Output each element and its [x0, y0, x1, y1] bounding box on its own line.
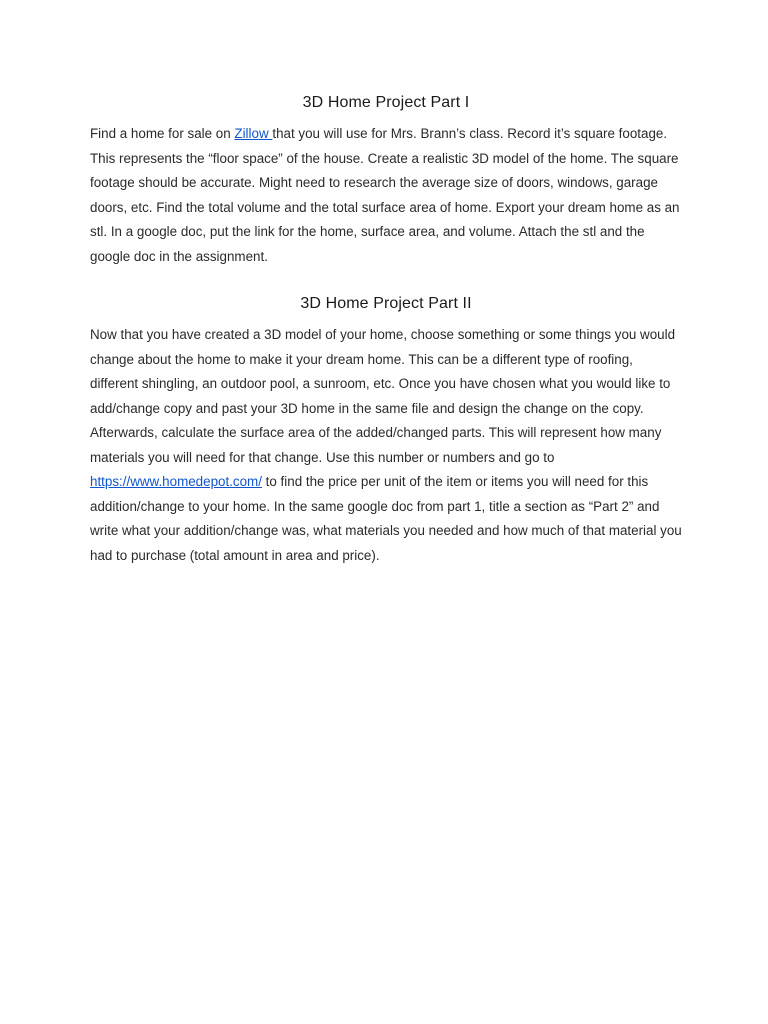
part-1-title: 3D Home Project Part I [302, 94, 470, 111]
part-1-text-before-link: Find a home for sale on [90, 126, 235, 141]
homedepot-link[interactable]: https://www.homedepot.com/ [90, 474, 262, 489]
section-part-1 [90, 92, 682, 269]
part-2-body [90, 323, 682, 568]
document-page [90, 92, 682, 592]
part-1-body [90, 122, 682, 269]
part-2-title: 3D Home Project Part II [300, 295, 472, 312]
part-2-text-before-link: Now that you have created a 3D model of your home, choose something or some things you would change about the home to make it your dream home. This can be a different type of roofing, different shingling, an outdoor pool, a sunroom, etc. Once you have chosen what you would like to add/change copy and past your 3D home in the same file and design the change on the copy. Afterwards, calculate the surface area of the added/changed parts. This will represent how many materials you will need for that change. Use this number or numbers and go to [90, 327, 676, 465]
part-1-text-after-link: that you will use for Mrs. Brann’s class. Record it’s square footage. This represents the “floor space” of the house. Create a realistic 3D model of the home. The square footage should be accurate. Might need to research the average size of doors, windows, garage doors, etc. Find the total volume and the total surface area of home. Export your dream home as an stl. In a google doc, put the link for the home, surface area, and volume. Attach the stl and the google doc in the assignment. [90, 126, 680, 264]
section-part-2 [90, 293, 682, 568]
zillow-link[interactable]: Zillow [234, 126, 273, 141]
part-2-text-after-link: to find the price per unit of the item or items you will need for this addition/change to your home. In the same google doc from part 1, title a section as “Part 2” and write what your addition/change was, what materials you needed and how much of that material you had to purchase (total amount in area and price). [90, 474, 682, 563]
